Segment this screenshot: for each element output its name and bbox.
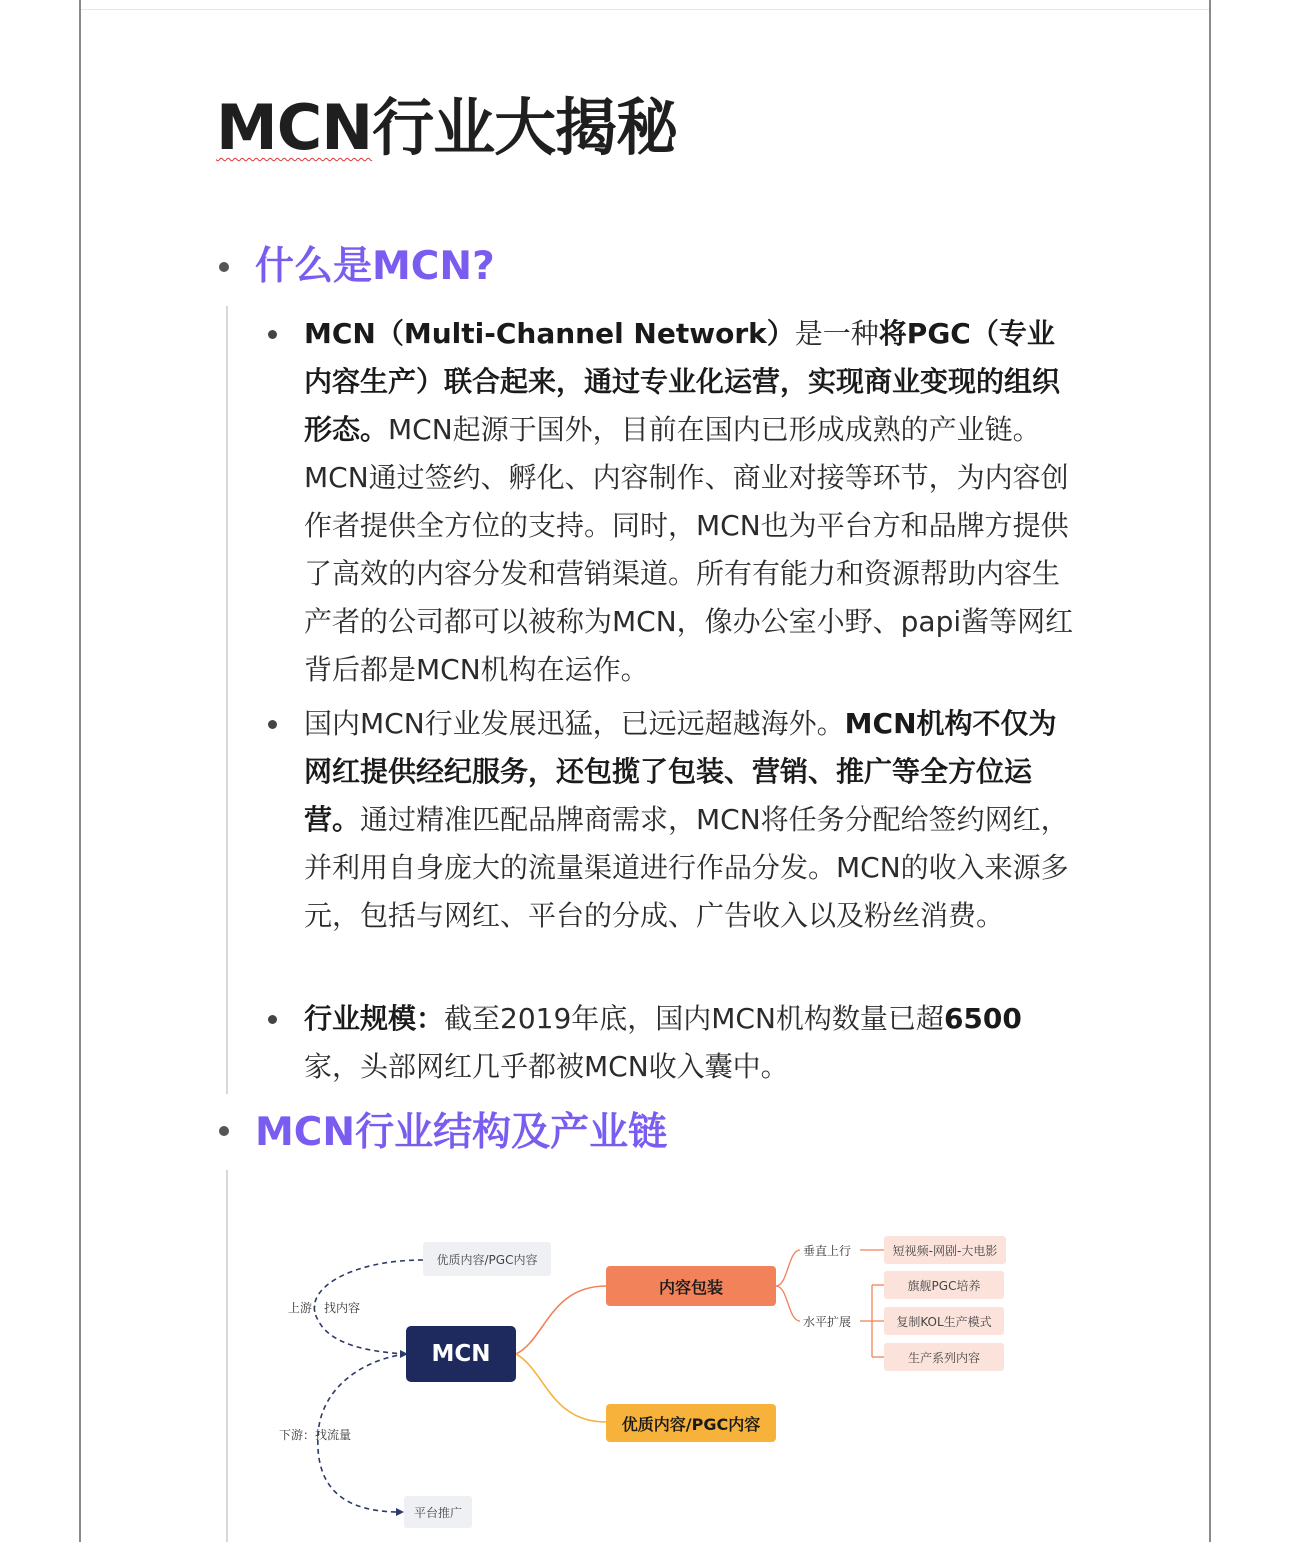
packaging-node: 内容包装 [606,1266,776,1306]
bold-text: MCN（Multi-Channel Network） [304,317,795,350]
section-heading-what-is-mcn: 什么是MCN? [255,244,495,289]
section-bullet [219,1126,229,1136]
body-text: 是一种 [794,317,879,350]
downstream-label: 下游：找流量 [279,1428,352,1442]
packaging-connector [516,1286,606,1354]
mcn-center-node: MCN [406,1326,516,1382]
body-text: 国内MCN行业发展迅猛，已远远超越海外。 [304,707,845,740]
list-bullet [268,330,277,339]
vertical-connector [776,1250,800,1286]
body-text: 截至2019年底，国内MCN机构数量已超 [444,1002,944,1035]
quality-content-node: 优质内容/PGC内容 [606,1404,776,1442]
list-bullet [268,1015,277,1024]
bold-text: 6500 [943,1002,1022,1035]
horizontal-child-node: 旗舰PGC培养 [884,1271,1004,1299]
title-mcn-word: MCN [216,91,373,164]
list-bullet [268,720,277,729]
section-bullet [219,262,229,272]
title-rest: 行业大揭秘 [372,91,678,164]
indent-guide [226,1170,228,1542]
paragraph-definition [304,310,1074,694]
page-title [216,88,677,168]
horizontal-child-node: 生产系列内容 [884,1343,1004,1371]
vertical-node: 垂直上行 [803,1244,852,1258]
indent-guide [226,306,228,1094]
horizontal-node: 水平扩展 [803,1315,852,1329]
bold-text: 行业规模： [304,1002,445,1035]
quality-connector [516,1354,606,1422]
upstream-label: 上游：找内容 [288,1301,361,1315]
vertical-child-node: 短视频-网剧-大电影 [884,1236,1006,1264]
upstream-node: 优质内容/PGC内容 [423,1242,551,1276]
body-text: 家，头部网红几乎都被MCN收入囊中。 [304,1050,789,1083]
body-text: 通过精准匹配品牌商需求，MCN将任务分配给签约网红，并利用自身庞大的流量渠道进行作品分发。MCN的收入来源多元，包括与网红、平台的分成、广告收入以及粉丝消费。 [304,803,1069,932]
horizontal-child-node: 复制KOL生产模式 [884,1307,1004,1335]
paragraph-industry-scale [304,995,1074,1091]
horizontal-connector [776,1286,800,1321]
downstream-node: 平台推广 [404,1496,472,1528]
top-divider [81,9,1209,10]
body-text: MCN起源于国外，目前在国内已形成成熟的产业链。MCN通过签约、孵化、内容制作、商业对接等环节，为内容创作者提供全方位的支持。同时，MCN也为平台方和品牌方提供了高效的内容分发和营销渠道。所有有能力和资源帮助内容生产者的公司都可以被称为MCN，像办公室小野、papi酱等网红背后都是MCN机构在运作。 [304,413,1074,686]
paragraph-domestic-growth [304,700,1074,940]
section-heading-industry-structure: MCN行业结构及产业链 [255,1110,668,1155]
bold-text: 将PGC（专业内容生产）联合起来，通过专业化运营，实现商业变现的组织形态。 [304,317,1061,446]
downstream-arrow [396,1508,404,1516]
bold-text: MCN机构不仅为网红提供经纪服务，还包揽了包装、营销、推广等全方位运营。 [304,707,1057,836]
industry-chain-mindmap [260,1220,1040,1542]
